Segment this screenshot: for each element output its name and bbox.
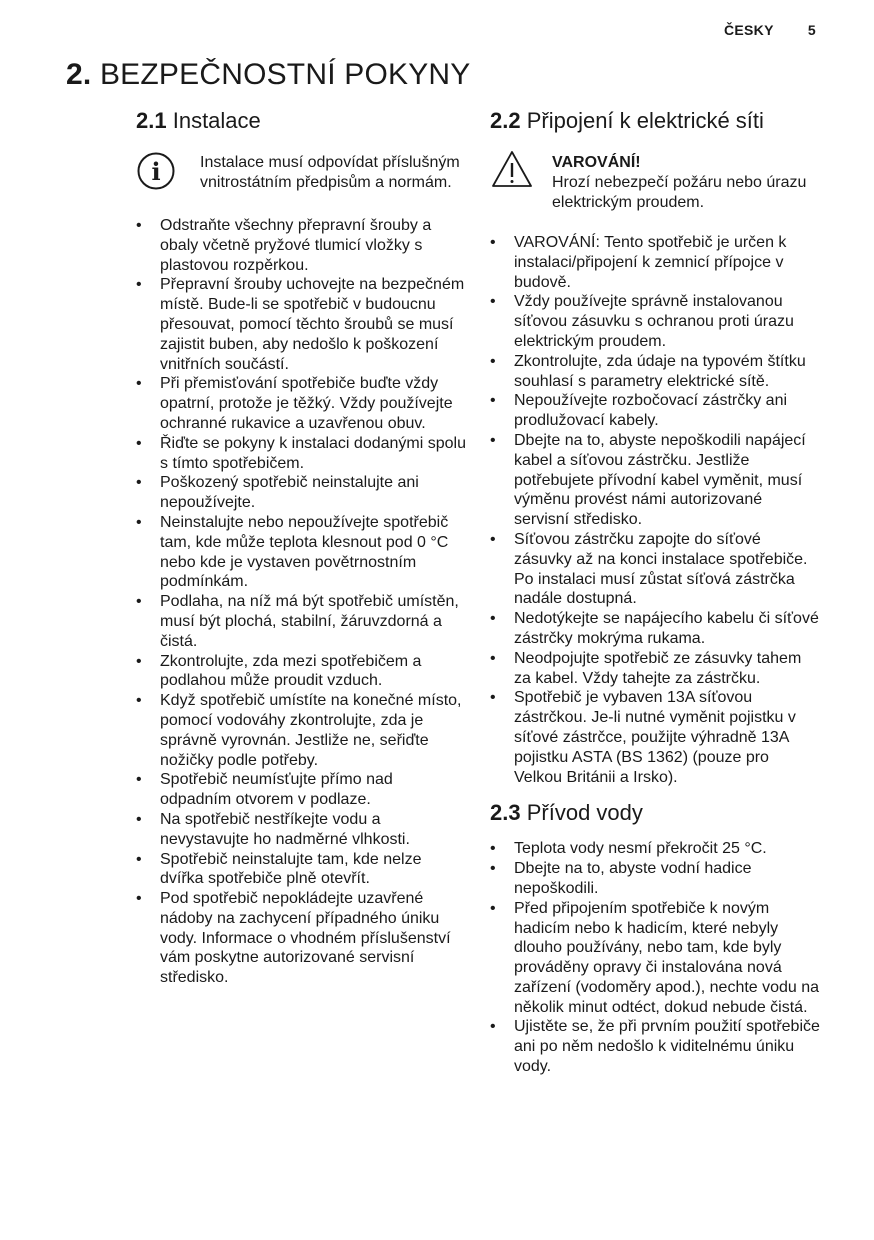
list-item: • Dbejte na to, abyste nepoškodili napájecí kabel a síťovou zástrčku. Jestliže potřebujete přívodní kabel vyměnit, musí výměnu provést námi autorizované servisní středisko. <box>490 431 820 530</box>
list-item: • Při přemisťování spotřebiče buďte vždy opatrní, protože je těžký. Vždy používejte ochranné rukavice a uzavřenou obuv. <box>136 374 466 433</box>
installation-list <box>136 216 466 988</box>
section-title: Přívod vody <box>526 800 643 826</box>
list-item: • Vždy používejte správně instalovanou síťovou zásuvku s ochranou proti úrazu elektrickým proudem. <box>490 292 820 351</box>
list-item: • Přepravní šrouby uchovejte na bezpečném místě. Bude-li se spotřebič v budoucnu přesouvat, pomocí těchto šroubů se musí zajistit buben, aby nedošlo k poškození vnitřních součástí. <box>136 275 466 374</box>
list-item: • Spotřebič neumísťujte přímo nad odpadním otvorem v podlaze. <box>136 770 466 810</box>
page-number: 5 <box>807 22 816 38</box>
left-column <box>136 107 466 988</box>
title-number: 2. <box>66 58 92 91</box>
section-heading-installation <box>136 107 466 135</box>
list-item: • Nepoužívejte rozbočovací zástrčky ani prodlužovací kabely. <box>490 391 820 431</box>
section-number: 2.1 <box>136 108 167 133</box>
list-item: • VAROVÁNÍ: Tento spotřebič je určen k instalaci/připojení k zemnicí přípojce v budově. <box>490 233 820 292</box>
list-item: • Podlaha, na níž má být spotřebič umístěn, musí být plochá, stabilní, žáruvzdorná a čistá. <box>136 592 466 651</box>
info-note <box>136 153 466 196</box>
page-header <box>724 22 816 38</box>
list-item: • Neodpojujte spotřebič ze zásuvky tahem za kabel. Vždy tahejte za zástrčku. <box>490 649 820 689</box>
section-title: Instalace <box>172 108 261 133</box>
list-item: • Ujistěte se, že při prvním použití spotřebiče ani po něm nedošlo k viditelnému úniku vody. <box>490 1017 820 1076</box>
list-item: • Když spotřebič umístíte na konečné místo, pomocí vodováhy zkontrolujte, zda je správně vyrovnán. Jestliže ne, seřiďte nožičky podle potřeby. <box>136 691 466 770</box>
warning-text-block <box>552 153 820 213</box>
warning-icon <box>490 149 536 194</box>
section-number: 2.3 <box>490 800 521 826</box>
list-item: • Zkontrolujte, zda mezi spotřebičem a podlahou může proudit vzduch. <box>136 652 466 692</box>
list-item: • Před připojením spotřebiče k novým hadicím nebo k hadicím, které nebyly dlouho používány, nebo tam, kde byly prováděny opravy či instalována nová zařízení (vodoměry apod.), nechte vodu na několik minut odtéct, dokud nebude čistá. <box>490 899 820 1018</box>
list-item: • Neinstalujte nebo nepoužívejte spotřebič tam, kde může teplota klesnout pod 0 °C nebo kde je vystaven povětrnostním podmínkám. <box>136 513 466 592</box>
list-item: • Síťovou zástrčku zapojte do síťové zásuvky až na konci instalace spotřebiče. Po instalaci musí zůstat síťová zástrčka nadále dostupná. <box>490 530 820 609</box>
language-label: ČESKY <box>723 22 774 38</box>
list-item: • Teplota vody nesmí překročit 25 °C. <box>490 839 820 859</box>
list-item: • Poškozený spotřebič neinstalujte ani nepoužívejte. <box>136 473 466 513</box>
list-item: • Řiďte se pokyny k instalaci dodanými spolu s tímto spotřebičem. <box>136 434 466 474</box>
list-item: • Spotřebič je vybaven 13A síťovou zástrčkou. Je-li nutné vyměnit pojistku v síťové zástrčce, použijte výhradně 13A pojistku ASTA (BS 1362) (pouze pro Velkou Británii a Irsko). <box>490 688 820 787</box>
list-item: • Dbejte na to, abyste vodní hadice nepoškodili. <box>490 859 820 899</box>
water-list <box>490 839 820 1077</box>
section-heading-electrical <box>490 107 820 135</box>
svg-text:i: i <box>151 157 161 186</box>
list-item: • Na spotřebič nestříkejte vodu a nevystavujte ho nadměrné vlhkosti. <box>136 810 466 850</box>
right-column <box>490 107 820 1077</box>
section-number: 2.2 <box>490 108 521 133</box>
section-heading-water <box>490 799 820 827</box>
warning-title: VAROVÁNÍ! <box>552 154 641 171</box>
warning-text: Hrozí nebezpečí požáru nebo úrazu elektrickým proudem. <box>552 174 807 211</box>
page-title <box>66 58 471 92</box>
list-item: • Nedotýkejte se napájecího kabelu či síťové zástrčky mokrýma rukama. <box>490 609 820 649</box>
electrical-list <box>490 233 820 787</box>
section-title: Připojení k elektrické síti <box>526 108 764 133</box>
info-icon <box>136 151 180 196</box>
list-item: • Zkontrolujte, zda údaje na typovém štítku souhlasí s parametry elektrické sítě. <box>490 352 820 392</box>
list-item: • Spotřebič neinstalujte tam, kde nelze dvířka spotřebiče plně otevřít. <box>136 850 466 890</box>
title-text: BEZPEČNOSTNÍ POKYNY <box>99 58 471 91</box>
list-item: • Odstraňte všechny přepravní šrouby a obaly včetně pryžové tlumicí vložky s plastovou rozpěrkou. <box>136 216 466 275</box>
list-item: • Pod spotřebič nepokládejte uzavřené nádoby na zachycení případného úniku vody. Informace o vhodném příslušenství vám poskytne autorizované servisní středisko. <box>136 889 466 988</box>
water-supply-section <box>490 799 820 1077</box>
warning-note <box>490 153 820 213</box>
info-note-text: Instalace musí odpovídat příslušným vnitrostátním předpisům a normám. <box>200 154 460 191</box>
